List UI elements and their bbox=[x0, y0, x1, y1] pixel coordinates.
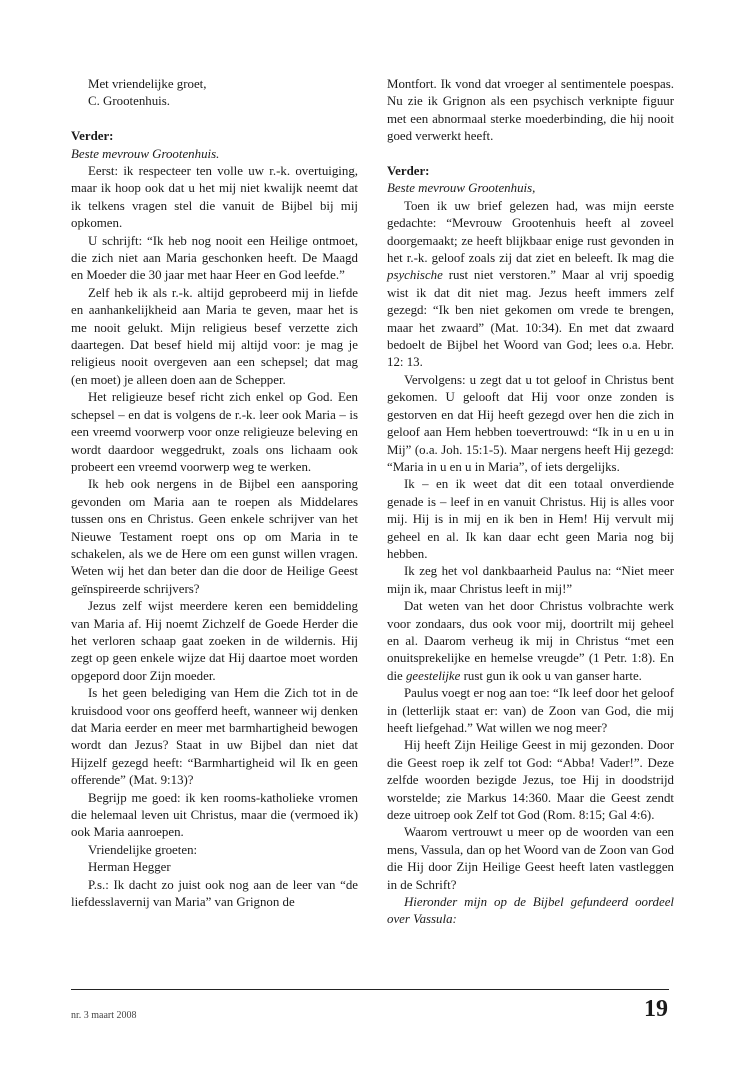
paragraph: Ik zeg het vol dankbaarheid Paulus na: “Niet meer mijn ik, maar Christus leeft in mij!” bbox=[387, 564, 674, 596]
paragraph: U schrijft: “Ik heb nog nooit een Heilige ontmoet, die zich niet aan Maria geschonken heeft. De Maagd en Moeder die 30 jaar met haar Heer en God leefde.” bbox=[71, 233, 358, 283]
paragraph bbox=[387, 198, 674, 372]
paragraph: Begrijp me goed: ik ken rooms-katholieke vromen die helemaal leven uit Christus, maar die (vermoed ik) ook Maria aanroepen. bbox=[71, 790, 358, 840]
salutation: Beste mevrouw Grootenhuis, bbox=[387, 181, 536, 196]
paragraph: Is het geen belediging van Hem die Zich tot in de kruisdood voor ons geofferd heeft, wanneer wij denken dat Maria eerder en meer met barmhartigheid bewogen wordt dan Jezus? Staat in uw Bijbel dan niet dat Hijzelf gezegd heeft: “Barmhartigheid wil Ik en geen offerende” (Mat. 9:13)? bbox=[71, 686, 358, 788]
footer-divider bbox=[71, 989, 669, 990]
paragraph: Het religieuze besef richt zich enkel op God. Een schepsel – en dat is volgens de r.-k. leer ook Maria – is een vreemd voorwerp voor onze religieuze beleving en wordt daardoor weggedrukt, zoals ons lichaam ook probeert een vreemd voorwerp weg te werken. bbox=[71, 390, 358, 474]
left-column bbox=[71, 76, 358, 911]
paragraph: Eerst: ik respecteer ten volle uw r.-k. overtuiging, maar ik hoop ook dat u het mij niet kwalijk neemt dat ik telkens vragen stel die vanuit de Bijbel bij mij opkomen. bbox=[71, 164, 358, 231]
right-column bbox=[387, 76, 674, 929]
paragraph: Zelf heb ik als r.-k. altijd geprobeerd mij in liefde en aanhankelijkheid aan Maria te geven, maar het is me nooit gelukt. Mijn religieus besef verzette zich daartegen. Dat besef hield mij altijd voor: je mag je religieus nooit overgeven aan een schepsel; dat mag (en moet) je alleen doen aan de Schepper. bbox=[71, 285, 358, 387]
paragraph-continuation: Montfort. Ik vond dat vroeger al sentimentele poespas. Nu zie ik Grignon als een psychisch verknipte figuur met een abnormaal sterke moederbinding, die hij nooit goed verwerkt heeft. bbox=[387, 77, 674, 144]
postscript: P.s.: Ik dacht zo juist ook nog aan de leer van “de liefdesslavernij van Maria” van Grignon de bbox=[71, 877, 358, 910]
text-run: Toen ik uw brief gelezen had, was mijn eerste gedachte: “Mevrouw Grootenhuis heeft al zoveel doorgemaakt; ze heeft blijkbaar enige rust gevonden in het r.-k. geloof zoals zij dat ziet en beleeft. Ik mag die bbox=[387, 198, 674, 266]
issue-label: nr. 3 maart 2008 bbox=[71, 1010, 137, 1021]
closing-line: Met vriendelijke groet, bbox=[88, 77, 207, 91]
paragraph: Paulus voegt er nog aan toe: “Ik leef door het geloof in (letterlijk staat er: van) de Zoon van God, die mij heeft liefgehad.” Wat willen we nog meer? bbox=[387, 686, 674, 736]
section-heading: Verder: bbox=[387, 164, 430, 179]
paragraph: Ik – en ik weet dat dit een totaal onverdiende genade is – leef in en vanuit Christus. Hij is alles voor mij. Hij is in mij en ik ben in Hem! Hij vervult mij geheel en al. Ik kan daar echt geen Maria nog bij hebben. bbox=[387, 477, 674, 561]
closing-line: Vriendelijke groeten: bbox=[88, 842, 198, 857]
salutation: Beste mevrouw Grootenhuis. bbox=[71, 146, 220, 161]
paragraph: Vervolgens: u zegt dat u tot geloof in Christus bent gekomen. U gelooft dat Hij voor onze zonden is gestorven en dat Hij heeft gezegd over hen die zich in geloof aan Hem hebben toevertrouwd: “Ik in u en u in Mij” (o.a. Joh. 15:1-5). Maar nergens heeft Hij gezegd: “Maria in u en u in Maria”, of iets dergelijks. bbox=[387, 372, 674, 474]
text-run: Dat weten van het door Christus volbrachte werk voor zondaars, dus ook voor mij, doortrilt mij geheel en al. Daarom verheug ik mij in Christus “met een onuitsprekelijke en hemelse vreugde” (1 Petr. 1:8). En die bbox=[387, 599, 674, 683]
text-run: rust niet verstoren.” Maar al vrij spoedig wist ik dat dit niet mag. Jezus heeft immers zelf gezegd: “Ik ben niet gekomen om vrede te brengen, maar het zwaard” (Mat. 10:34). En met dat zwaard bedoelt de Bijbel het Woord van God; lees o.a. Hebr. 12: 13. bbox=[387, 268, 674, 370]
emphasis: psychische bbox=[387, 268, 443, 283]
emphasis: geestelijke bbox=[405, 668, 461, 683]
text-run: rust gun ik ook u van ganser harte. bbox=[460, 668, 642, 683]
signature-line: Herman Hegger bbox=[88, 860, 171, 875]
paragraph bbox=[387, 894, 674, 929]
paragraph: Hij heeft Zijn Heilige Geest in mij gezonden. Door die Geest roep ik zelf tot God: “Abba! Vader!”. Deze zelfde woorden bezigde Jezus, toe Hij in doodstrijd worstelde; zie Markus 14:360. Maar die Geest zendt deze uitroep ook Zelf tot God (Rom. 8:15; Gal 4:6). bbox=[387, 738, 674, 823]
paragraph bbox=[387, 598, 674, 685]
signature-line: C. Grootenhuis. bbox=[88, 94, 170, 109]
paragraph: Jezus zelf wijst meerdere keren een bemiddeling van Maria af. Hij noemt Zichzelf de Goede Herder die het verloren schaap gaat zoeken in de wildernis. Hij zegt op geen enkele wijze dat Hij daartoe moet worden opgepord door Zijn moeder. bbox=[71, 599, 358, 683]
section-heading: Verder: bbox=[71, 129, 114, 144]
page-number: 19 bbox=[644, 996, 668, 1022]
paragraph: Ik heb ook nergens in de Bijbel een aansporing gevonden om Maria aan te roepen als Middelares tussen ons en Christus. Geen enkele schrijver van het Nieuwe Testament roept ons op om Maria in te schakelen, als we de Here om een gunst willen vragen. Weten wij het dan beter dan die door de Heilige Geest geïnspireerde schrijvers? bbox=[71, 477, 358, 596]
emphasis: Hieronder mijn op de Bijbel gefundeerd oordeel over Vassula: bbox=[387, 895, 674, 927]
paragraph: Waarom vertrouwt u meer op de woorden van een mens, Vassula, dan op het Woord van de Zoon van God die Hij door Zijn Heilige Geest heeft laten vastleggen in de Schrift? bbox=[387, 825, 674, 892]
